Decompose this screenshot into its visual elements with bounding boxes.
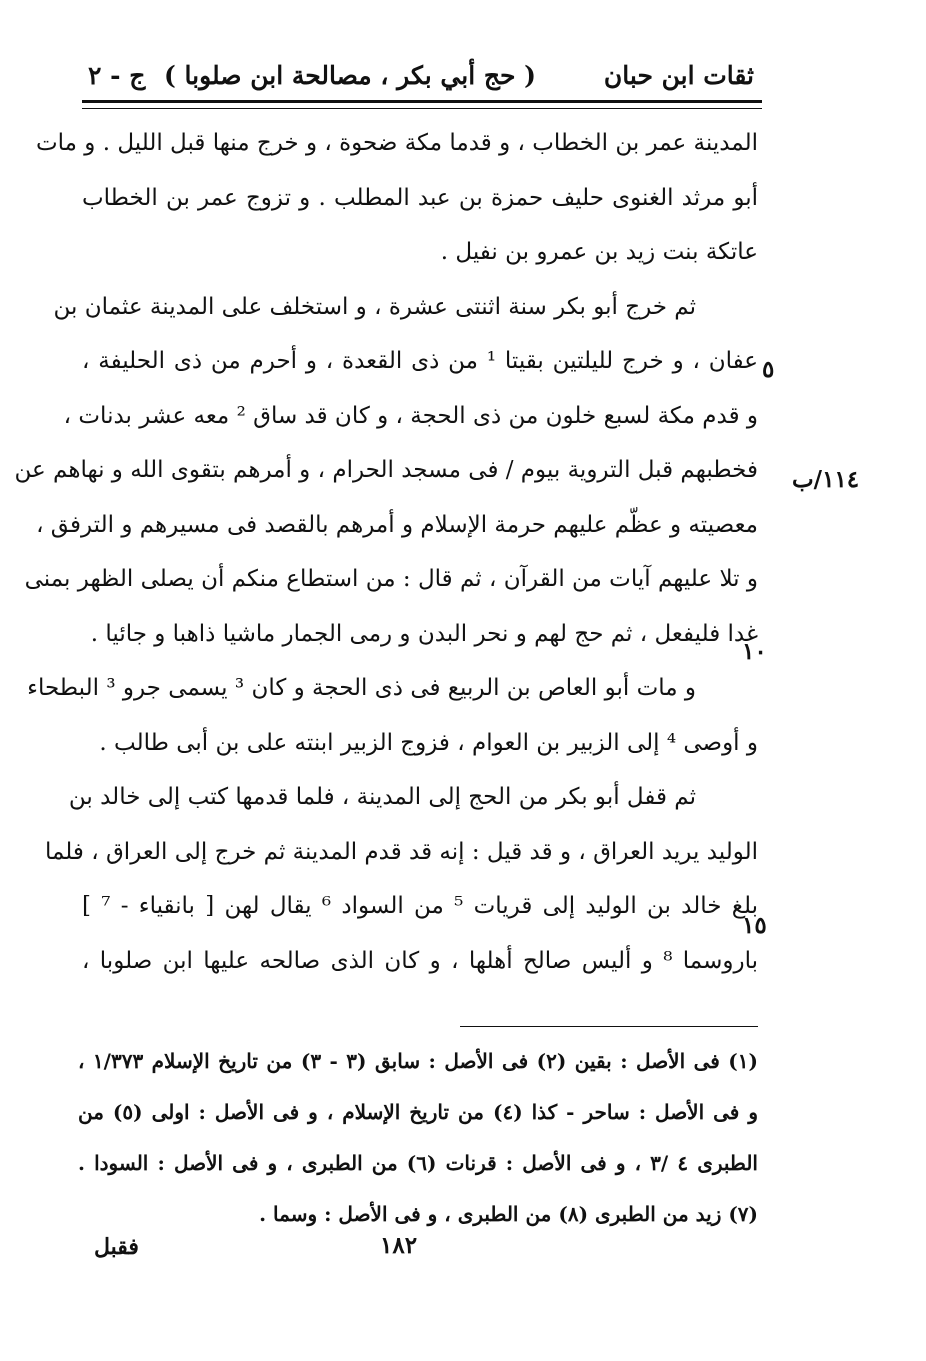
- text-line: عفان ، و خرج لليلتين بقيتا ¹ من ذى القعدة ، و أحرم من ذى الحليفة ،: [82, 348, 758, 374]
- text-line: ثم قفل أبو بكر من الحج إلى المدينة ، فلما قدمها كتب إلى خالد بن: [68, 784, 696, 810]
- footnotes: [78, 1036, 758, 1240]
- footnote-line: الطبرى ٤ /٣ ، و فى الأصل : قرنات (٦) من الطبرى ، و فى الأصل : السودا .: [78, 1151, 758, 1175]
- footnote-line: و فى الأصل : ساحر - كذا (٤) من تاريخ الإسلام ، و فى الأصل : اولى (٥) من: [78, 1100, 758, 1124]
- folio-marker: ١١٤/ب: [792, 466, 860, 493]
- text-line: بلغ خالد بن الوليد إلى قريات ⁵ من السواد ⁶ يقال لهن [ بانقياء - ⁷ ]: [82, 893, 758, 919]
- text-line: باروسما ⁸ و أليس صالح أهلها ، و كان الذى صالحه عليها ابن صلوبا ،: [82, 947, 758, 974]
- text-line: الوليد يريد العراق ، و قد قيل : إنه قد قدم المدينة ثم خرج إلى العراق ، فلما: [45, 838, 758, 865]
- text-line: غدا فليفعل ، ثم حج لهم و نحر البدن و رمى الجمار ماشيا ذاهبا و جائيا .: [90, 620, 758, 647]
- text-line: و أوصى ⁴ إلى الزبير بن العوام ، فزوج الزبير ابنته على بن أبى طالب .: [99, 729, 758, 756]
- text-line: معصيته و عظّم عليهم حرمة الإسلام و أمرهم بالقصد فى مسيرهم و الترفق ،: [36, 511, 758, 538]
- line-number-5: ٥: [762, 356, 775, 383]
- text-line: و قدم مكة لسبع خلون من ذى الحجة ، و كان قد ساق ² معه عشر بدنات ،: [63, 402, 758, 429]
- header-rule-thick: [82, 100, 762, 103]
- text-line: و تلا عليهم آيات من القرآن ، ثم قال : من استطاع منكم أن يصلى الظهر بمنى: [24, 566, 758, 592]
- page-number: ١٨٢: [380, 1232, 418, 1259]
- text-line: أبو مرثد الغنوى حليف حمزة بن عبد المطلب . و تزوج عمر بن الخطاب: [82, 184, 758, 211]
- running-header-volume: ج - ٢: [88, 61, 146, 90]
- catchword: فقبل: [94, 1234, 139, 1260]
- running-header-book-title: ثقات ابن حبان: [603, 61, 754, 90]
- header-rule-thin: [82, 108, 762, 109]
- text-line: المدينة عمر بن الخطاب ، و قدما مكة ضحوة ، و خرج منها قبل الليل . و مات: [36, 130, 758, 156]
- text-line: و مات أبو العاص بن الربيع فى ذى الحجة و كان ³ يسمى جرو ³ البطحاء: [27, 675, 696, 701]
- main-text: [14, 116, 758, 988]
- running-header-section-title: ( حج أبي بكر ، مصالحة ابن صلوبا ): [163, 61, 536, 90]
- text-line: فخطبهم قبل التروية بيوم / فى مسجد الحرام ، و أمرهم بتقوى الله و نهاهم عن: [14, 457, 758, 483]
- text-line: عاتكة بنت زيد بن عمرو بن نفيل .: [440, 239, 758, 265]
- footnote-line: (١) فى الأصل : بقين (٢) فى الأصل : سابق (٣ - ٣) من تاريخ الإسلام ١/٣٧٣ ،: [78, 1049, 758, 1073]
- line-number-10: ١٠: [742, 638, 767, 665]
- footnote-line: (٧) زيد من الطبرى (٨) من الطبرى ، و فى الأصل : وسما .: [259, 1202, 758, 1226]
- footnote-divider: [460, 1026, 758, 1027]
- text-line: ثم خرج أبو بكر سنة اثنتى عشرة ، و استخلف على المدينة عثمان بن: [53, 293, 696, 320]
- line-number-15: ١٥: [742, 912, 767, 939]
